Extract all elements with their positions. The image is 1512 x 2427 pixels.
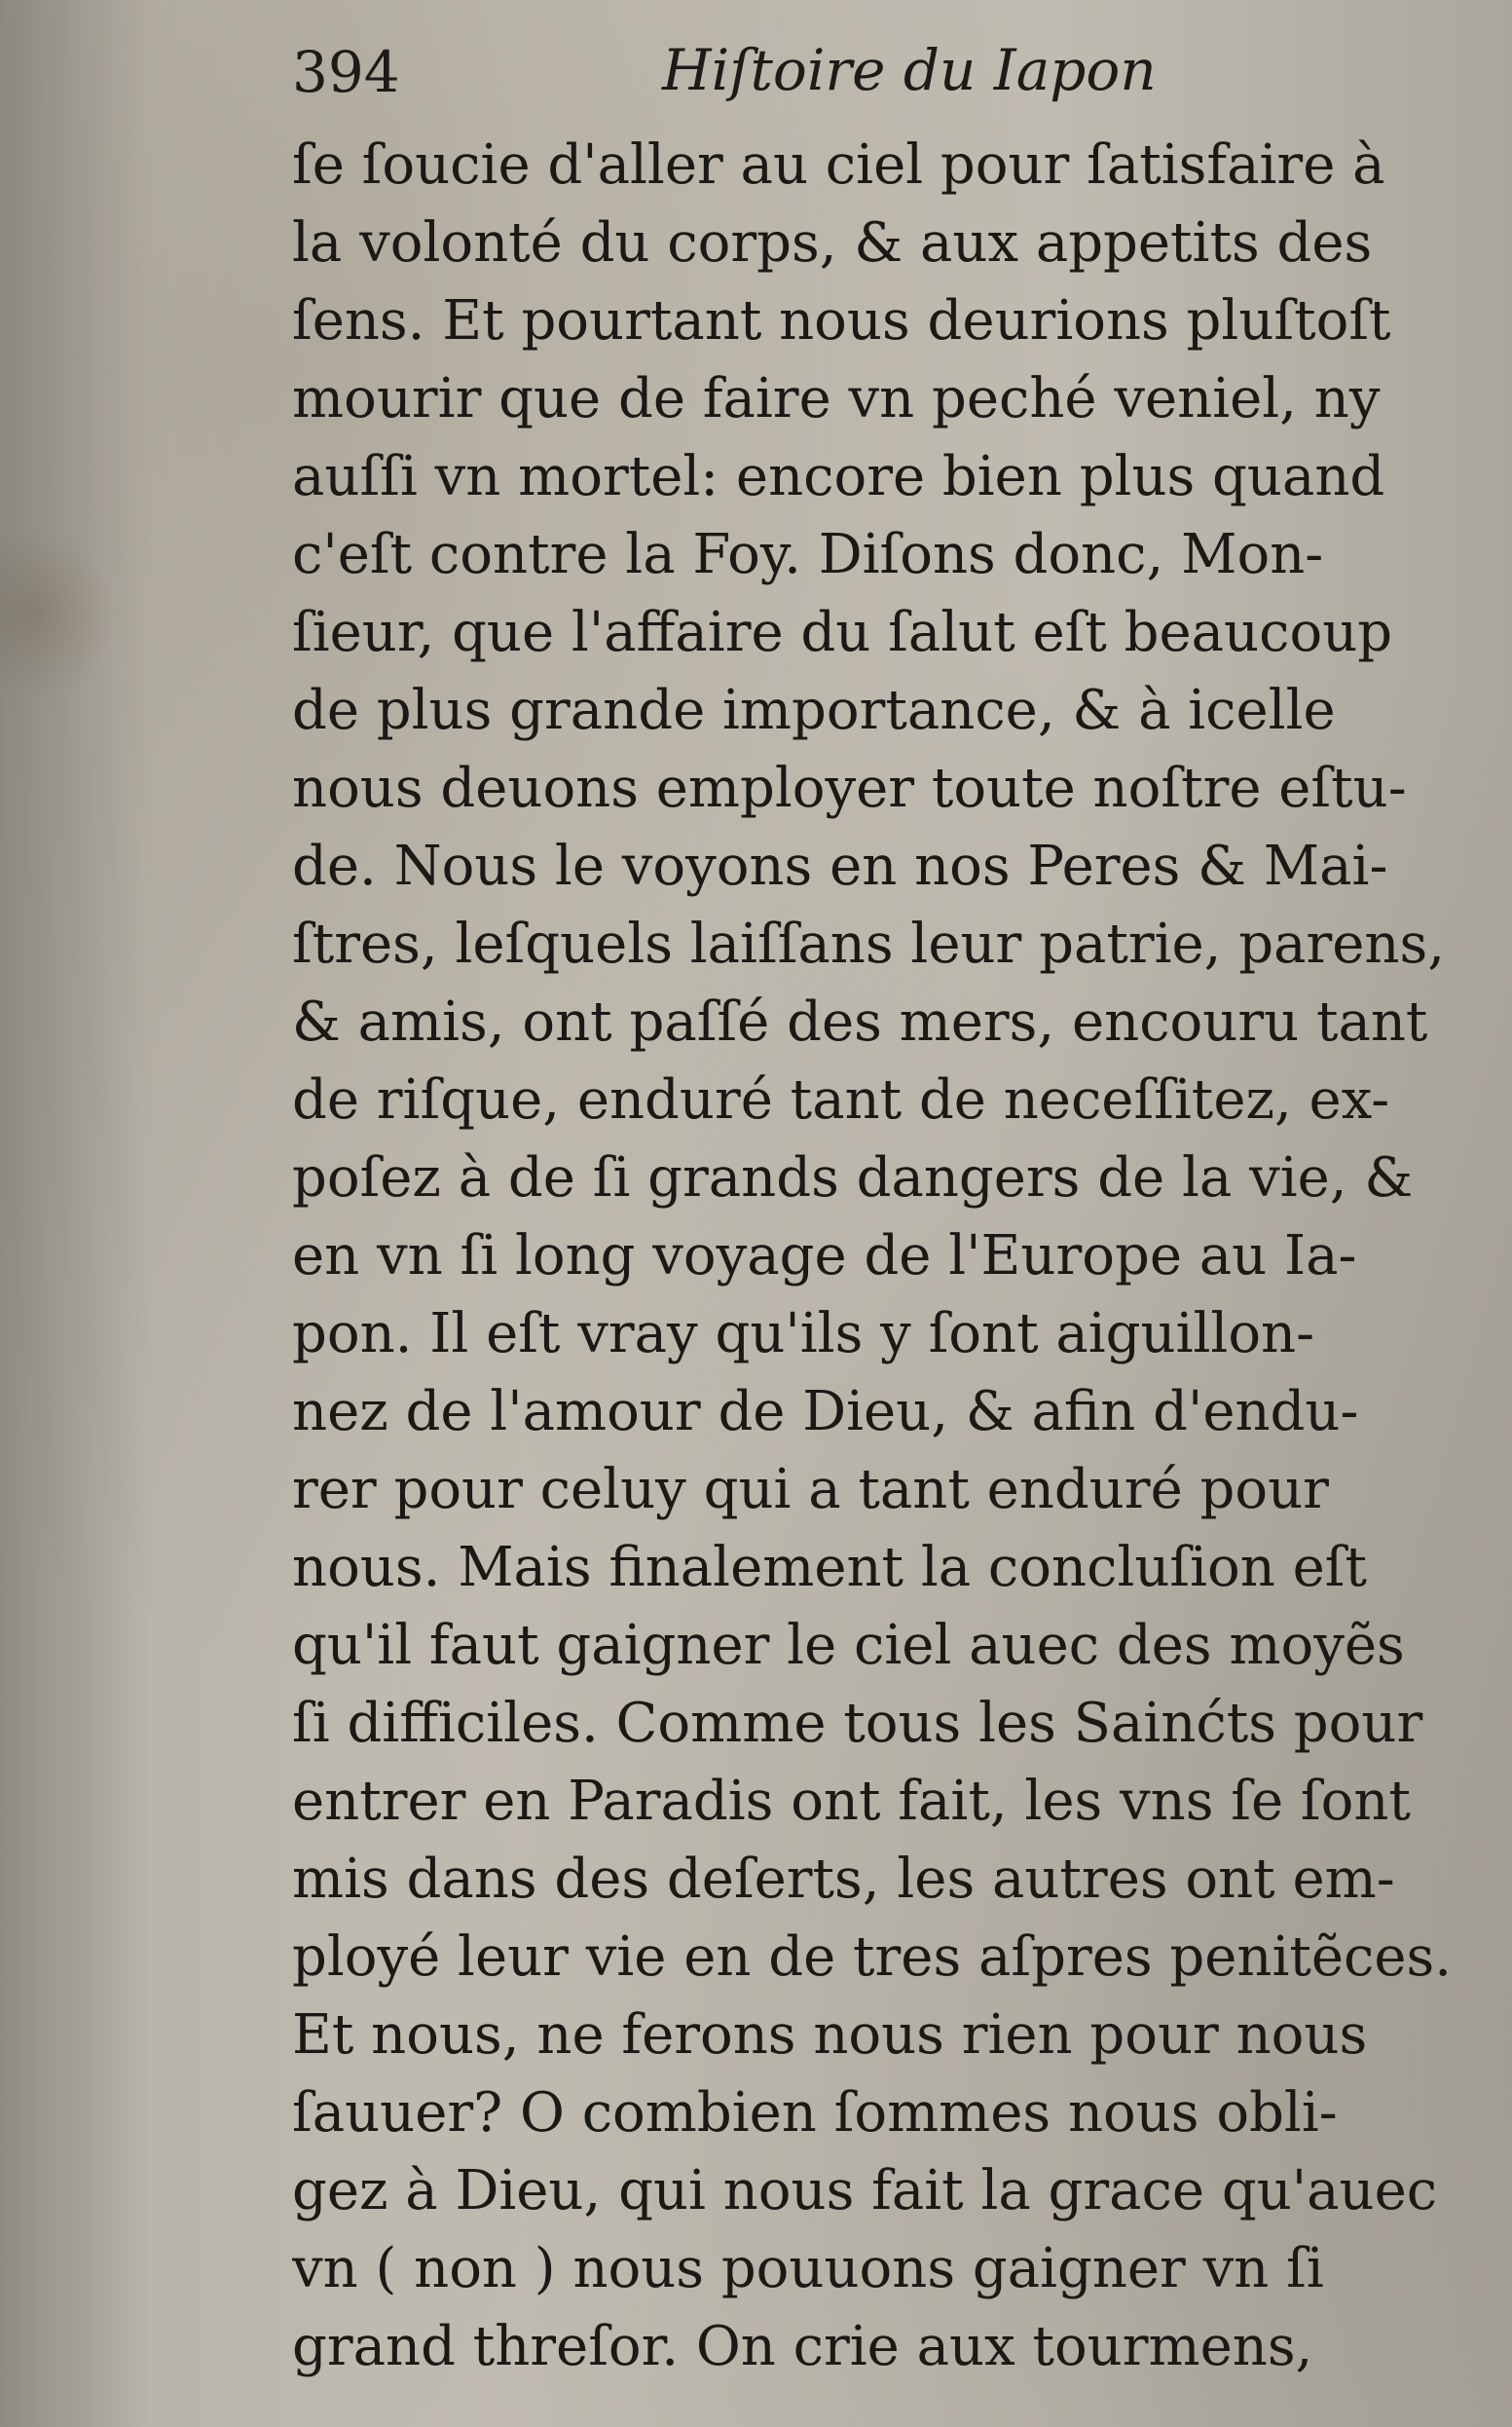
text-line: ſi difficiles. Comme tous les Sainćts pour [292, 1692, 1423, 1755]
text-line: ployé leur vie en de tres aſpres penitẽces. [292, 1925, 1453, 1989]
text-line: ſieur, que l'affaire du ſalut eſt beaucoup [292, 601, 1393, 664]
text-line: auſſi vn mortel: encore bien plus quand [292, 445, 1385, 508]
text-line: ſens. Et pourtant nous deurions pluſtoſt [292, 289, 1391, 353]
text-line: mourir que de faire vn peché veniel, ny [292, 367, 1381, 430]
text-line: en vn ſi long voyage de l'Europe au Ia- [292, 1224, 1357, 1288]
text-line: grand threſor. On crie aux tourmens, [292, 2315, 1313, 2378]
text-line: nous. Mais finalement la concluſion eſt [292, 1536, 1368, 1599]
text-line: poſez à de ſi grands dangers de la vie, & [292, 1146, 1414, 1210]
text-line: de riſque, enduré tant de neceſſitez, ex- [292, 1068, 1390, 1132]
text-line: nous deuons employer toute noſtre eſtu- [292, 757, 1407, 820]
text-line: qu'il faut gaigner le ciel auec des moyẽs [292, 1614, 1405, 1677]
page-header [292, 29, 1490, 117]
body-text [292, 127, 1475, 2386]
text-line: ſauuer? O combien ſommes nous obli- [292, 2081, 1338, 2145]
text-line: la volonté du corps, & aux appetits des [292, 211, 1373, 275]
text-line: & amis, ont paſſé des mers, encouru tant [292, 990, 1428, 1054]
text-line: ſtres, leſquels laiſſans leur patrie, parens, [292, 913, 1446, 976]
running-title: Hiſtoire du Iapon [662, 37, 1157, 103]
text-line: mis dans des deſerts, les autres ont em- [292, 1848, 1395, 1911]
text-line: c'eſt contre la Foy. Diſons donc, Mon- [292, 523, 1324, 586]
paper-stain [0, 526, 117, 701]
text-line: Et nous, ne ferons nous rien pour nous [292, 2003, 1368, 2067]
text-line: nez de l'amour de Dieu, & afin d'endu- [292, 1380, 1359, 1443]
text-line: de plus grande importance, & à icelle [292, 679, 1336, 742]
text-line: entrer en Paradis ont fait, les vns ſe ſont [292, 1770, 1411, 1833]
text-line: vn ( non ) nous pouuons gaigner vn ſi [292, 2237, 1324, 2300]
text-line: de. Nous le voyons en nos Peres & Mai- [292, 835, 1388, 898]
text-line: gez à Dieu, qui nous fait la grace qu'auec [292, 2159, 1438, 2222]
page-number: 394 [292, 39, 400, 105]
text-line: pon. Il eſt vray qu'ils y ſont aiguillon- [292, 1302, 1315, 1365]
text-line: rer pour celuy qui a tant enduré pour [292, 1458, 1329, 1521]
text-line: ſe ſoucie d'aller au ciel pour ſatisfaire à [292, 133, 1385, 197]
